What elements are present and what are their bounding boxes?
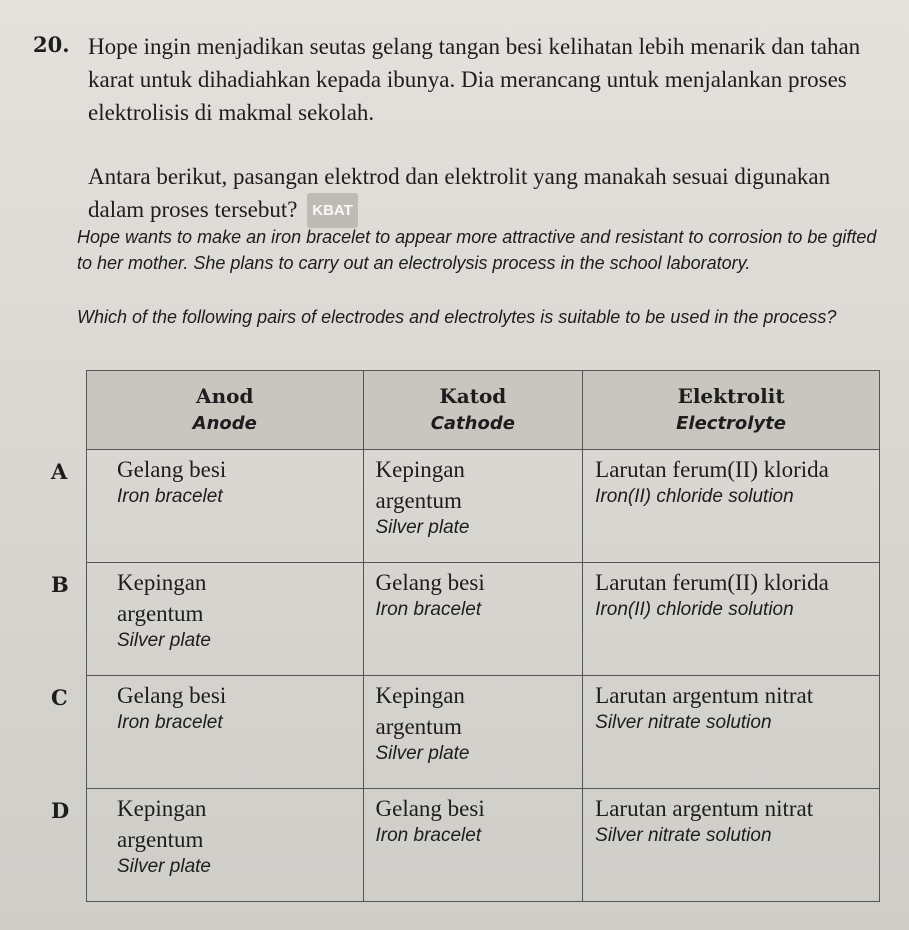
- malay-paragraph-2: [88, 160, 888, 228]
- option-row-d[interactable]: [87, 789, 880, 902]
- option-a-cathode-ms: Kepingan argentum: [375, 457, 465, 513]
- option-c-anode-en: Iron bracelet: [117, 712, 223, 733]
- malay-paragraph-2-text: Antara berikut, pasangan elektrod dan elektrolit yang manakah sesuai digunakan dalam proses tersebut?: [88, 164, 831, 222]
- option-d-electrolyte: [583, 789, 880, 902]
- option-c-anode: [51, 676, 364, 789]
- kbat-badge: KBAT: [307, 193, 358, 228]
- option-d-cathode-en: Iron bracelet: [375, 825, 482, 846]
- option-a-letter: A: [51, 459, 68, 484]
- option-b-electrolyte-ms: Larutan ferum(II) klorida: [595, 570, 829, 595]
- option-a-anode-ms: Gelang besi: [117, 457, 227, 482]
- option-row-c[interactable]: [87, 676, 880, 789]
- option-d-electrolyte-ms: Larutan argentum nitrat: [595, 796, 814, 821]
- option-c-letter: C: [51, 685, 68, 710]
- option-d-anode: [51, 789, 364, 902]
- option-b-anode-ms: Kepingan argentum: [117, 570, 207, 626]
- header-anode-ms: Anod: [196, 384, 254, 408]
- option-a-cathode: [363, 450, 583, 563]
- option-b-cathode: [363, 563, 583, 676]
- header-electrolyte: [583, 371, 880, 450]
- option-c-cathode-ms: Kepingan argentum: [375, 683, 465, 739]
- header-electrolyte-en: Electrolyte: [676, 413, 787, 434]
- option-a-electrolyte-ms: Larutan ferum(II) klorida: [595, 457, 829, 482]
- option-c-cathode: [363, 676, 583, 789]
- option-d-electrolyte-en: Silver nitrate solution: [595, 825, 772, 846]
- header-anode-en: Anode: [192, 413, 257, 434]
- option-c-anode-ms: Gelang besi: [117, 683, 227, 708]
- option-a-electrolyte-en: Iron(II) chloride solution: [595, 486, 794, 507]
- option-b-electrolyte-en: Iron(II) chloride solution: [595, 599, 794, 620]
- question-english-prompt: [77, 304, 887, 330]
- options-table: [51, 370, 880, 902]
- header-anode: [87, 371, 364, 450]
- option-b-anode: [51, 563, 364, 676]
- option-b-letter: B: [51, 572, 69, 597]
- question-english-context: [77, 224, 887, 276]
- option-d-letter: D: [51, 798, 70, 823]
- option-b-cathode-en: Iron bracelet: [375, 599, 482, 620]
- option-row-a[interactable]: [87, 450, 880, 563]
- option-a-electrolyte: [583, 450, 880, 563]
- question-malay-prompt: [88, 160, 888, 228]
- option-d-cathode-ms: Gelang besi: [375, 796, 485, 821]
- option-c-electrolyte: [583, 676, 880, 789]
- option-c-electrolyte-en: Silver nitrate solution: [595, 712, 772, 733]
- header-cathode: [363, 371, 583, 450]
- option-c-cathode-en: Silver plate: [375, 743, 470, 764]
- option-d-anode-ms: Kepingan argentum: [117, 796, 207, 852]
- malay-paragraph-1: Hope ingin menjadikan seutas gelang tangan besi kelihatan lebih menarik dan tahan karat untuk dihadiahkan kepada ibunya. Dia merancang untuk menjalankan proses elektrolisis di makmal sekolah.: [88, 34, 861, 125]
- option-a-cathode-en: Silver plate: [375, 517, 470, 538]
- header-electrolyte-ms: Elektrolit: [677, 384, 785, 408]
- option-b-anode-en: Silver plate: [117, 630, 211, 651]
- option-b-cathode-ms: Gelang besi: [375, 570, 485, 595]
- english-paragraph-1: Hope wants to make an iron bracelet to appear more attractive and resistant to corrosion to be gifted to her mother. She plans to carry out an electrolysis process in the school laboratory.: [77, 227, 877, 273]
- option-d-anode-en: Silver plate: [117, 856, 211, 877]
- option-a-anode: [51, 450, 364, 563]
- option-c-electrolyte-ms: Larutan argentum nitrat: [595, 683, 814, 708]
- header-cathode-en: Cathode: [430, 413, 515, 434]
- question-number: 20.: [33, 32, 70, 57]
- english-paragraph-2: Which of the following pairs of electrodes and electrolytes is suitable to be used in the process?: [77, 307, 837, 327]
- option-row-b[interactable]: [87, 563, 880, 676]
- question-malay-context: [88, 30, 888, 129]
- option-b-electrolyte: [583, 563, 880, 676]
- header-cathode-ms: Katod: [439, 384, 507, 408]
- option-a-anode-en: Iron bracelet: [117, 486, 223, 507]
- option-d-cathode: [363, 789, 583, 902]
- table-header-row: [87, 371, 880, 450]
